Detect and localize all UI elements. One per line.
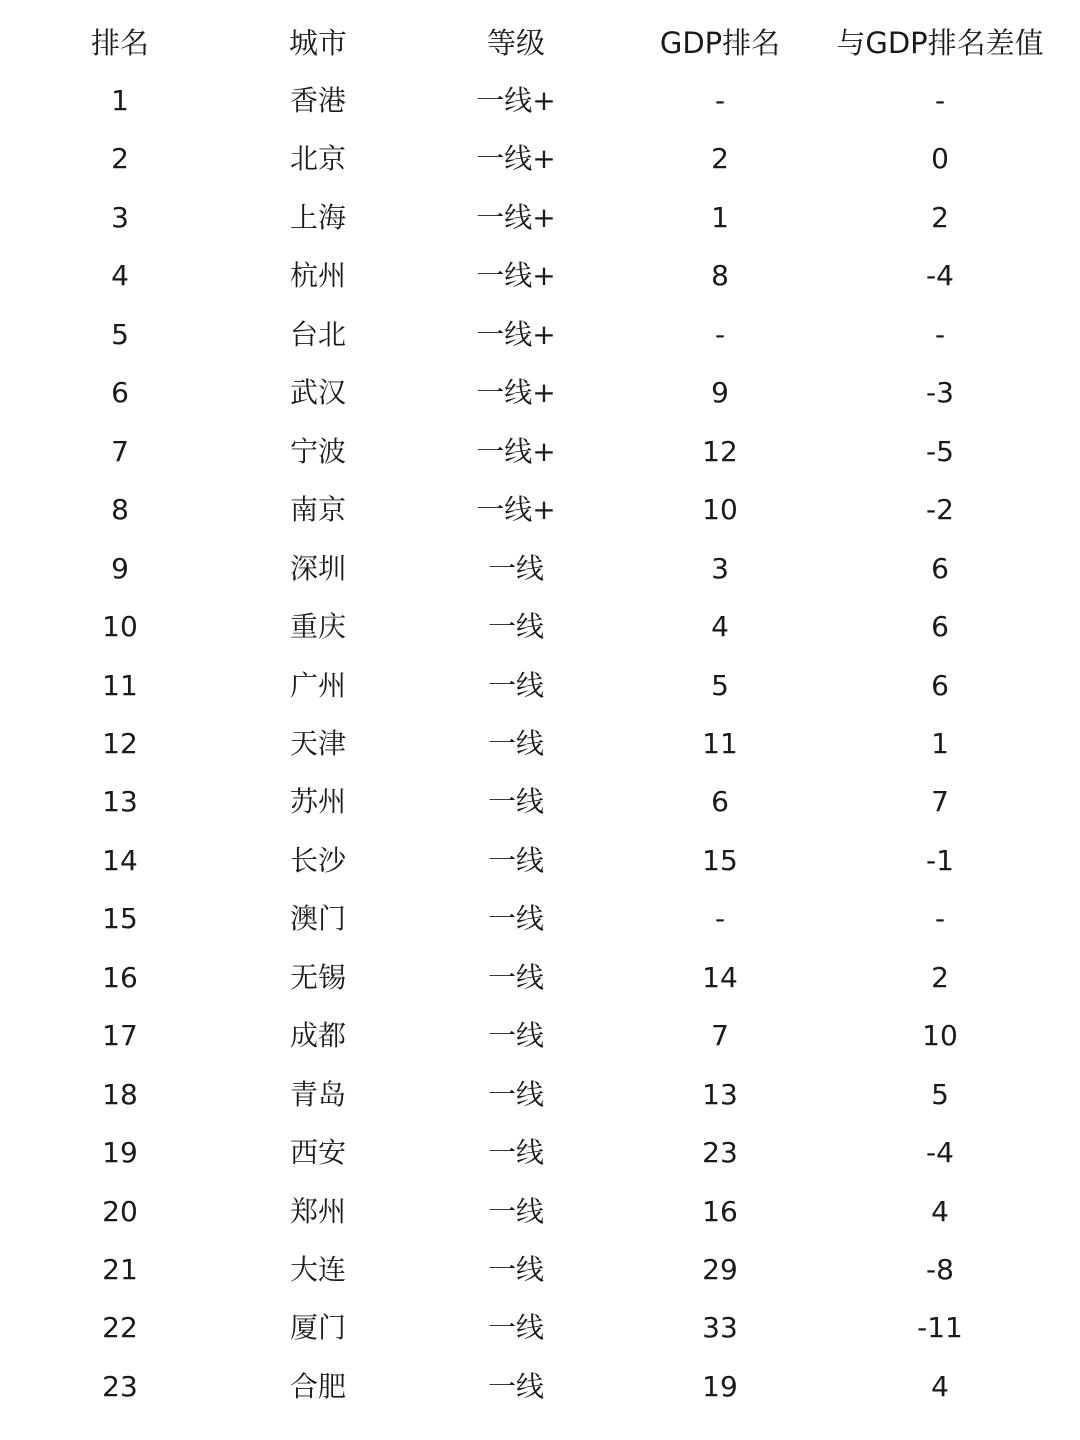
cell-city: 北京 [289,142,347,176]
table-row [0,189,1080,247]
table-row [0,481,1080,539]
cell-rank: 8 [111,493,129,527]
cell-gdp-diff: 2 [931,200,949,234]
cell-gdp-rank: 29 [702,1253,738,1286]
table-row [0,598,1080,656]
table-row [0,423,1080,481]
cell-rank: 5 [111,317,129,351]
table-row [0,1358,1080,1416]
cell-level: 一线+ [476,142,556,176]
table-row [0,72,1080,130]
cell-rank: 23 [102,1369,138,1403]
cell-gdp-rank: - [714,84,726,117]
cell-gdp-diff: -3 [926,376,954,410]
header-city: 城市 [288,26,348,60]
cell-gdp-rank: 19 [702,1369,738,1403]
cell-city: 无锡 [289,960,347,994]
table-row [0,715,1080,773]
cell-city: 台北 [289,317,347,351]
cell-rank: 1 [111,84,129,117]
table-row [0,364,1080,422]
cell-level: 一线 [487,1136,545,1170]
header-gdp-rank: GDP排名 [659,26,781,60]
cell-level: 一线+ [476,200,556,234]
cell-rank: 18 [102,1077,138,1111]
cell-city: 深圳 [289,551,347,585]
cell-rank: 7 [111,434,129,468]
cell-gdp-rank: 7 [711,1019,729,1053]
cell-gdp-rank: - [714,317,726,351]
cell-level: 一线 [487,1019,545,1053]
cell-city: 厦门 [289,1311,347,1345]
cell-rank: 20 [102,1194,138,1228]
table-row [0,773,1080,831]
cell-gdp-diff: -4 [926,259,954,293]
cell-level: 一线+ [476,259,556,293]
cell-rank: 17 [102,1019,138,1053]
cell-gdp-diff: -8 [926,1253,954,1286]
header-gdp-diff: 与GDP排名差值 [836,26,1044,60]
table-row [0,890,1080,948]
cell-level: 一线 [487,551,545,585]
cell-gdp-diff: 2 [931,960,949,994]
cell-gdp-diff: -1 [926,843,954,877]
table-row [0,1241,1080,1299]
cell-gdp-rank: - [714,902,726,936]
cell-rank: 15 [102,902,138,936]
table-row [0,540,1080,598]
cell-gdp-diff: 6 [931,551,949,585]
cell-level: 一线 [487,960,545,994]
cell-city: 成都 [289,1019,347,1053]
cell-rank: 16 [102,960,138,994]
table-row [0,1007,1080,1065]
table-row [0,130,1080,188]
cell-level: 一线+ [476,434,556,468]
cell-rank: 4 [111,259,129,293]
cell-city: 南京 [289,493,347,527]
cell-rank: 22 [102,1311,138,1345]
header-level: 等级 [486,26,546,60]
cell-level: 一线 [487,1253,545,1286]
cell-gdp-rank: 23 [702,1136,738,1170]
cell-gdp-diff: -4 [926,1136,954,1170]
cell-city: 郑州 [289,1194,347,1228]
cell-gdp-rank: 9 [711,376,729,410]
cell-gdp-diff: - [934,317,946,351]
cell-level: 一线 [487,785,545,819]
cell-rank: 19 [102,1136,138,1170]
cell-rank: 21 [102,1253,138,1286]
cell-gdp-rank: 33 [702,1311,738,1345]
cell-gdp-rank: 3 [711,551,729,585]
cell-gdp-diff: - [934,902,946,936]
cell-rank: 6 [111,376,129,410]
cell-level: 一线 [487,1194,545,1228]
cell-level: 一线 [487,1369,545,1403]
cell-rank: 14 [102,843,138,877]
cell-level: 一线+ [476,493,556,527]
cell-gdp-diff: 4 [931,1194,949,1228]
cell-gdp-rank: 12 [702,434,738,468]
cell-gdp-rank: 15 [702,843,738,877]
cell-level: 一线 [487,1077,545,1111]
cell-rank: 12 [102,726,138,760]
cell-level: 一线 [487,726,545,760]
cell-gdp-diff: - [934,84,946,117]
cell-city: 香港 [289,84,347,117]
cell-gdp-diff: 6 [931,610,949,644]
cell-gdp-rank: 11 [702,726,738,760]
cell-level: 一线 [487,610,545,644]
table-row [0,657,1080,715]
cell-gdp-diff: 4 [931,1369,949,1403]
cell-gdp-rank: 1 [711,200,729,234]
cell-city: 杭州 [289,259,347,293]
cell-gdp-diff: 6 [931,668,949,702]
cell-level: 一线 [487,668,545,702]
cell-city: 武汉 [289,376,347,410]
cell-city: 天津 [289,726,347,760]
cell-gdp-rank: 2 [711,142,729,176]
cell-gdp-diff: -5 [926,434,954,468]
cell-city: 苏州 [289,785,347,819]
cell-gdp-diff: 5 [931,1077,949,1111]
cell-gdp-diff: -2 [926,493,954,527]
cell-city: 重庆 [289,610,347,644]
table-row [0,949,1080,1007]
cell-city: 西安 [289,1136,347,1170]
cell-city: 宁波 [289,434,347,468]
cell-level: 一线 [487,902,545,936]
cell-city: 青岛 [289,1077,347,1111]
cell-gdp-diff: 0 [931,142,949,176]
cell-level: 一线+ [476,317,556,351]
cell-gdp-diff: -11 [917,1311,963,1345]
cell-level: 一线 [487,1311,545,1345]
cell-gdp-rank: 6 [711,785,729,819]
table-row [0,306,1080,364]
table-row [0,247,1080,305]
table-row [0,1299,1080,1357]
cell-gdp-rank: 14 [702,960,738,994]
cell-rank: 10 [102,610,138,644]
header-rank: 排名 [90,26,150,60]
cell-city: 大连 [289,1253,347,1286]
table-row [0,1183,1080,1241]
cell-city: 长沙 [289,843,347,877]
cell-city: 上海 [289,200,347,234]
cell-rank: 2 [111,142,129,176]
cell-rank: 3 [111,200,129,234]
cell-rank: 13 [102,785,138,819]
cell-gdp-rank: 5 [711,668,729,702]
cell-city: 澳门 [289,902,347,936]
cell-gdp-diff: 1 [931,726,949,760]
cell-gdp-diff: 7 [931,785,949,819]
cell-gdp-rank: 4 [711,610,729,644]
table-row [0,1066,1080,1124]
cell-gdp-rank: 16 [702,1194,738,1228]
cell-city: 合肥 [289,1369,347,1403]
table-header [0,14,1080,72]
cell-level: 一线+ [476,376,556,410]
cell-gdp-diff: 10 [922,1019,958,1053]
table-row [0,1124,1080,1182]
cell-gdp-rank: 8 [711,259,729,293]
cell-gdp-rank: 13 [702,1077,738,1111]
cell-level: 一线 [487,843,545,877]
cell-city: 广州 [289,668,347,702]
cell-rank: 11 [102,668,138,702]
table-row [0,832,1080,890]
cell-rank: 9 [111,551,129,585]
cell-level: 一线+ [476,84,556,117]
cell-gdp-rank: 10 [702,493,738,527]
